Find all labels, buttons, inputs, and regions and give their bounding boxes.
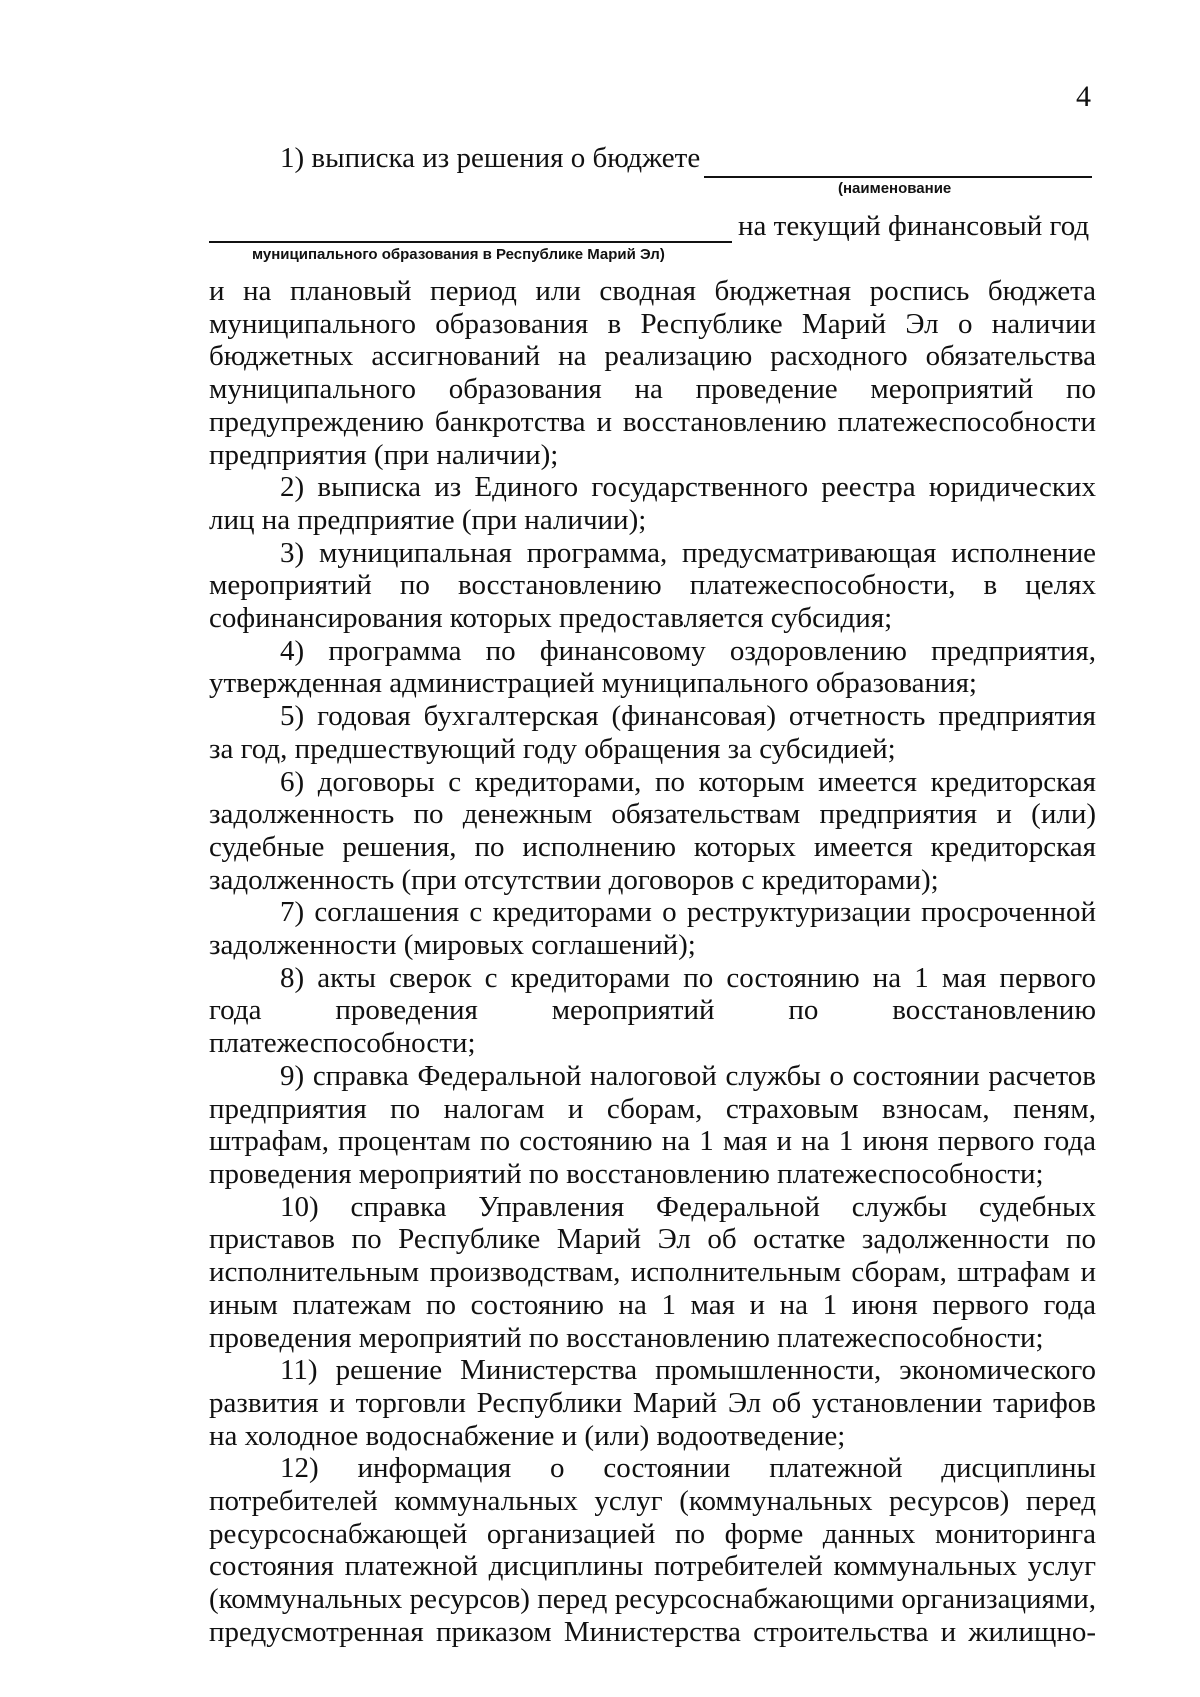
paragraph: 7) соглашения с кредиторами о реструктуризации просроченной задолженности (мировых соглашений); [209, 896, 1096, 962]
paragraph: 10) справка Управления Федеральной службы судебных приставов по Республике Марий Эл об остатке задолженности по исполнительным производствам, исполнительным сборам, штрафам и иным платежам по состоянию на 1 мая и на 1 июня первого года проведения мероприятий по восстановлению платежеспособности; [209, 1190, 1096, 1354]
fill-in-hint-1: (наименование [838, 180, 952, 197]
fill-in-hint-2: муниципального образования в Республике Марий Эл) [252, 246, 665, 263]
item-1-continuation: на текущий финансовый год [738, 210, 1090, 242]
paragraph: и на плановый период или сводная бюджетная роспись бюджета муниципального образования в Республике Марий Эл о наличии бюджетных ассигнований на реализацию расходного обязательства муниципального образования на проведение мероприятий по предупреждению банкротства и восстановлению платежеспособности предприятия (при наличии); [209, 275, 1096, 471]
paragraph: 3) муниципальная программа, предусматривающая исполнение мероприятий по восстановлению платежеспособности, в целях софинансирования которых предоставляется субсидия; [209, 536, 1096, 635]
item-1-lead-text: 1) выписка из решения о бюджете [280, 142, 701, 174]
document-body [209, 275, 1096, 1649]
fill-in-line-1 [704, 176, 1092, 178]
page-number: 4 [1076, 80, 1091, 113]
paragraph: 8) акты сверок с кредиторами по состоянию на 1 мая первого года проведения мероприятий по восстановлению платежеспособности; [209, 961, 1096, 1060]
fill-in-line-2 [209, 241, 732, 243]
paragraph: 9) справка Федеральной налоговой службы о состоянии расчетов предприятия по налогам и сборам, страховым взносам, пеням, штрафам, процентам по состоянию на 1 мая и на 1 июня первого года проведения мероприятий по восстановлению платежеспособности; [209, 1059, 1096, 1190]
paragraph: 5) годовая бухгалтерская (финансовая) отчетность предприятия за год, предшествующий году обращения за субсидией; [209, 700, 1096, 765]
paragraph: 4) программа по финансовому оздоровлению предприятия, утвержденная администрацией муниципального образования; [209, 634, 1096, 700]
paragraph: 12) информация о состоянии платежной дисциплины потребителей коммунальных услуг (коммунальных ресурсов) перед ресурсоснабжающей организацией по форме данных мониторинга состояния платежной дисциплины потребителей коммунальных услуг (коммунальных ресурсов) перед ресурсоснабжающими организациями, предусмотренная приказом Министерства строительства и жилищно- [209, 1452, 1096, 1648]
paragraph: 6) договоры с кредиторами, по которым имеется кредиторская задолженность по денежным обязательствам предприятия и (или) судебные решения, по исполнению которых имеется кредиторская задолженность (при отсутствии договоров с кредиторами); [209, 765, 1096, 896]
paragraph: 2) выписка из Единого государственного реестра юридических лиц на предприятие (при наличии); [209, 471, 1096, 536]
paragraph: 11) решение Министерства промышленности, экономического развития и торговли Республики Марий Эл об установлении тарифов на холодное водоснабжение и (или) водоотведение; [209, 1354, 1096, 1452]
